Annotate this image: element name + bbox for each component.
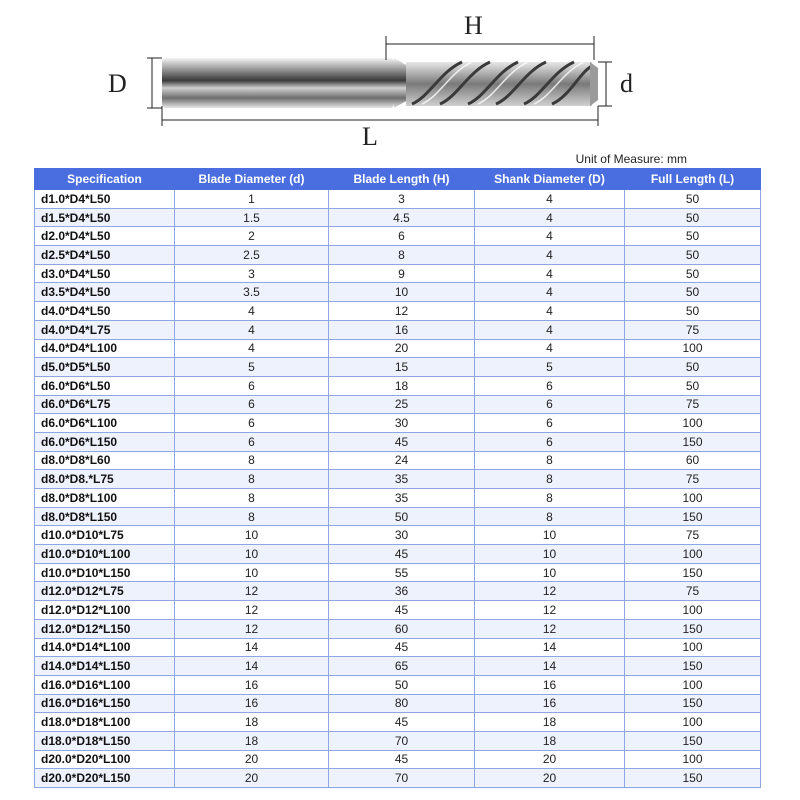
cell-blade-length: 10 (329, 283, 475, 302)
blade-diameter-dimension (598, 62, 612, 106)
shank-diameter-dimension (147, 58, 162, 108)
cell-shank-diameter: 16 (475, 675, 625, 694)
cell-blade-length: 55 (329, 563, 475, 582)
cell-shank-diameter: 4 (475, 302, 625, 321)
cell-blade-diameter: 18 (175, 713, 329, 732)
cell-blade-length: 3 (329, 190, 475, 209)
cell-blade-length: 35 (329, 470, 475, 489)
cell-blade-diameter: 6 (175, 414, 329, 433)
cell-shank-diameter: 8 (475, 451, 625, 470)
header-shank-diameter: Shank Diameter (D) (475, 169, 625, 190)
cell-shank-diameter: 6 (475, 376, 625, 395)
table-row (35, 731, 761, 750)
cell-blade-length: 50 (329, 507, 475, 526)
cell-specification: d6.0*D6*L50 (35, 376, 175, 395)
cell-blade-diameter: 12 (175, 582, 329, 601)
cell-full-length: 150 (625, 694, 761, 713)
cell-shank-diameter: 5 (475, 358, 625, 377)
cell-full-length: 75 (625, 395, 761, 414)
cell-full-length: 100 (625, 713, 761, 732)
table-row (35, 489, 761, 508)
blade-length-label: H (464, 11, 483, 40)
cell-shank-diameter: 16 (475, 694, 625, 713)
cell-shank-diameter: 8 (475, 470, 625, 489)
cell-full-length: 75 (625, 526, 761, 545)
cell-full-length: 75 (625, 320, 761, 339)
table-row (35, 451, 761, 470)
cell-specification: d20.0*D20*L100 (35, 750, 175, 769)
cell-shank-diameter: 12 (475, 582, 625, 601)
cell-blade-diameter: 8 (175, 470, 329, 489)
cell-blade-diameter: 10 (175, 563, 329, 582)
cell-specification: d8.0*D8*L60 (35, 451, 175, 470)
table-row (35, 302, 761, 321)
cell-blade-length: 25 (329, 395, 475, 414)
table-row (35, 507, 761, 526)
cell-specification: d4.0*D4*L50 (35, 302, 175, 321)
table-row (35, 190, 761, 209)
cell-shank-diameter: 4 (475, 264, 625, 283)
cell-blade-length: 30 (329, 414, 475, 433)
blade-diameter-label: d (620, 69, 633, 98)
cell-full-length: 150 (625, 507, 761, 526)
cell-blade-diameter: 20 (175, 750, 329, 769)
cell-full-length: 150 (625, 563, 761, 582)
cell-shank-diameter: 20 (475, 769, 625, 788)
table-row (35, 246, 761, 265)
cell-shank-diameter: 4 (475, 246, 625, 265)
cell-shank-diameter: 12 (475, 601, 625, 620)
cell-specification: d8.0*D8*L100 (35, 489, 175, 508)
table-row (35, 563, 761, 582)
table-row (35, 526, 761, 545)
cell-blade-length: 60 (329, 619, 475, 638)
cell-specification: d18.0*D18*L100 (35, 713, 175, 732)
table-row (35, 339, 761, 358)
cell-full-length: 75 (625, 470, 761, 489)
table-row (35, 432, 761, 451)
table-row (35, 395, 761, 414)
cell-specification: d4.0*D4*L75 (35, 320, 175, 339)
blade-length-dimension (386, 36, 594, 60)
cell-full-length: 100 (625, 750, 761, 769)
cell-blade-length: 20 (329, 339, 475, 358)
cell-shank-diameter: 4 (475, 208, 625, 227)
cell-blade-length: 45 (329, 750, 475, 769)
table-row (35, 283, 761, 302)
cell-shank-diameter: 20 (475, 750, 625, 769)
cell-full-length: 50 (625, 208, 761, 227)
cell-blade-diameter: 2.5 (175, 246, 329, 265)
table-row (35, 657, 761, 676)
cell-specification: d10.0*D10*L100 (35, 545, 175, 564)
cell-blade-diameter: 4 (175, 339, 329, 358)
cell-blade-diameter: 3.5 (175, 283, 329, 302)
cell-shank-diameter: 8 (475, 489, 625, 508)
cell-blade-diameter: 6 (175, 395, 329, 414)
cell-shank-diameter: 6 (475, 414, 625, 433)
cell-blade-length: 45 (329, 432, 475, 451)
cell-blade-length: 12 (329, 302, 475, 321)
cell-blade-length: 6 (329, 227, 475, 246)
cell-blade-diameter: 8 (175, 451, 329, 470)
cell-shank-diameter: 14 (475, 657, 625, 676)
cell-specification: d14.0*D14*L150 (35, 657, 175, 676)
table-row (35, 582, 761, 601)
cell-blade-diameter: 8 (175, 507, 329, 526)
cell-blade-diameter: 2 (175, 227, 329, 246)
cell-full-length: 50 (625, 246, 761, 265)
cell-specification: d1.0*D4*L50 (35, 190, 175, 209)
cell-full-length: 150 (625, 769, 761, 788)
cell-shank-diameter: 14 (475, 638, 625, 657)
table-row (35, 619, 761, 638)
cell-specification: d10.0*D10*L75 (35, 526, 175, 545)
cell-blade-diameter: 6 (175, 376, 329, 395)
cell-specification: d16.0*D16*L150 (35, 694, 175, 713)
cell-blade-length: 30 (329, 526, 475, 545)
cell-blade-diameter: 12 (175, 619, 329, 638)
end-mill-diagram (0, 0, 800, 165)
cell-shank-diameter: 4 (475, 320, 625, 339)
cell-blade-diameter: 20 (175, 769, 329, 788)
unit-note: Unit of Measure: mm (575, 152, 687, 166)
cell-blade-length: 45 (329, 638, 475, 657)
cell-full-length: 150 (625, 619, 761, 638)
full-length-dimension (162, 106, 598, 126)
cell-blade-length: 24 (329, 451, 475, 470)
header-blade-length: Blade Length (H) (329, 169, 475, 190)
cell-blade-diameter: 10 (175, 526, 329, 545)
cell-blade-diameter: 10 (175, 545, 329, 564)
cell-shank-diameter: 4 (475, 227, 625, 246)
shank-diameter-label: D (108, 69, 127, 98)
cell-shank-diameter: 12 (475, 619, 625, 638)
cell-full-length: 100 (625, 601, 761, 620)
cell-specification: d10.0*D10*L150 (35, 563, 175, 582)
cell-shank-diameter: 18 (475, 713, 625, 732)
table-row (35, 675, 761, 694)
end-mill-drawing (0, 0, 800, 165)
cell-specification: d16.0*D16*L100 (35, 675, 175, 694)
cell-full-length: 50 (625, 376, 761, 395)
cell-blade-length: 50 (329, 675, 475, 694)
cell-blade-diameter: 3 (175, 264, 329, 283)
cell-shank-diameter: 10 (475, 545, 625, 564)
cell-specification: d6.0*D6*L100 (35, 414, 175, 433)
table-row (35, 545, 761, 564)
cell-blade-length: 45 (329, 601, 475, 620)
cell-blade-diameter: 16 (175, 675, 329, 694)
cell-specification: d8.0*D8*L150 (35, 507, 175, 526)
header-full-length: Full Length (L) (625, 169, 761, 190)
table-row (35, 358, 761, 377)
table-row (35, 638, 761, 657)
table-body (35, 190, 761, 788)
cell-specification: d3.0*D4*L50 (35, 264, 175, 283)
cell-full-length: 100 (625, 638, 761, 657)
cell-specification: d12.0*D12*L100 (35, 601, 175, 620)
full-length-label: L (362, 122, 378, 151)
cell-full-length: 50 (625, 264, 761, 283)
cell-blade-length: 35 (329, 489, 475, 508)
cell-shank-diameter: 4 (475, 190, 625, 209)
cell-blade-length: 15 (329, 358, 475, 377)
cell-full-length: 75 (625, 582, 761, 601)
cell-shank-diameter: 4 (475, 283, 625, 302)
cell-specification: d2.0*D4*L50 (35, 227, 175, 246)
header-blade-diameter: Blade Diameter (d) (175, 169, 329, 190)
cell-specification: d5.0*D5*L50 (35, 358, 175, 377)
cell-full-length: 150 (625, 731, 761, 750)
table-row (35, 470, 761, 489)
cell-specification: d4.0*D4*L100 (35, 339, 175, 358)
cell-full-length: 50 (625, 283, 761, 302)
cell-specification: d12.0*D12*L150 (35, 619, 175, 638)
cell-blade-length: 36 (329, 582, 475, 601)
cell-full-length: 60 (625, 451, 761, 470)
cutting-tip (590, 62, 598, 106)
cell-blade-length: 8 (329, 246, 475, 265)
header-specification: Specification (35, 169, 175, 190)
cell-shank-diameter: 6 (475, 432, 625, 451)
table-row (35, 713, 761, 732)
cell-specification: d18.0*D18*L150 (35, 731, 175, 750)
cell-full-length: 100 (625, 545, 761, 564)
cell-specification: d12.0*D12*L75 (35, 582, 175, 601)
cell-specification: d6.0*D6*L150 (35, 432, 175, 451)
cell-full-length: 100 (625, 489, 761, 508)
table-header-row (35, 169, 761, 190)
shank-body (162, 58, 394, 108)
cell-blade-diameter: 6 (175, 432, 329, 451)
table-row (35, 264, 761, 283)
cell-full-length: 150 (625, 432, 761, 451)
cell-full-length: 50 (625, 227, 761, 246)
table-row (35, 414, 761, 433)
cell-blade-length: 4.5 (329, 208, 475, 227)
cell-shank-diameter: 8 (475, 507, 625, 526)
cell-blade-diameter: 16 (175, 694, 329, 713)
cell-full-length: 50 (625, 302, 761, 321)
cell-blade-length: 16 (329, 320, 475, 339)
cell-blade-length: 70 (329, 769, 475, 788)
cell-shank-diameter: 10 (475, 563, 625, 582)
table-row (35, 320, 761, 339)
cell-shank-diameter: 4 (475, 339, 625, 358)
table-row (35, 376, 761, 395)
cell-specification: d14.0*D14*L100 (35, 638, 175, 657)
cell-shank-diameter: 10 (475, 526, 625, 545)
cell-full-length: 100 (625, 339, 761, 358)
neck-taper (394, 58, 408, 108)
table-row (35, 227, 761, 246)
cell-full-length: 100 (625, 414, 761, 433)
cell-blade-diameter: 1.5 (175, 208, 329, 227)
cell-blade-length: 80 (329, 694, 475, 713)
cell-specification: d1.5*D4*L50 (35, 208, 175, 227)
cell-blade-diameter: 4 (175, 320, 329, 339)
cell-blade-diameter: 1 (175, 190, 329, 209)
cell-blade-length: 18 (329, 376, 475, 395)
cell-shank-diameter: 18 (475, 731, 625, 750)
cell-specification: d8.0*D8.*L75 (35, 470, 175, 489)
table-row (35, 208, 761, 227)
table-row (35, 694, 761, 713)
cell-blade-length: 70 (329, 731, 475, 750)
table-row (35, 769, 761, 788)
cell-full-length: 50 (625, 190, 761, 209)
cell-full-length: 100 (625, 675, 761, 694)
cell-blade-diameter: 5 (175, 358, 329, 377)
cell-full-length: 150 (625, 657, 761, 676)
cell-blade-diameter: 8 (175, 489, 329, 508)
cell-blade-diameter: 14 (175, 657, 329, 676)
cell-blade-diameter: 4 (175, 302, 329, 321)
cell-blade-length: 45 (329, 545, 475, 564)
spec-table (34, 168, 761, 788)
cell-blade-length: 9 (329, 264, 475, 283)
cell-full-length: 50 (625, 358, 761, 377)
cell-blade-length: 45 (329, 713, 475, 732)
cell-specification: d3.5*D4*L50 (35, 283, 175, 302)
cell-blade-diameter: 18 (175, 731, 329, 750)
table-row (35, 750, 761, 769)
table-row (35, 601, 761, 620)
cell-blade-diameter: 14 (175, 638, 329, 657)
cell-specification: d2.5*D4*L50 (35, 246, 175, 265)
cell-blade-length: 65 (329, 657, 475, 676)
cell-specification: d20.0*D20*L150 (35, 769, 175, 788)
cell-blade-diameter: 12 (175, 601, 329, 620)
cell-shank-diameter: 6 (475, 395, 625, 414)
cell-specification: d6.0*D6*L75 (35, 395, 175, 414)
